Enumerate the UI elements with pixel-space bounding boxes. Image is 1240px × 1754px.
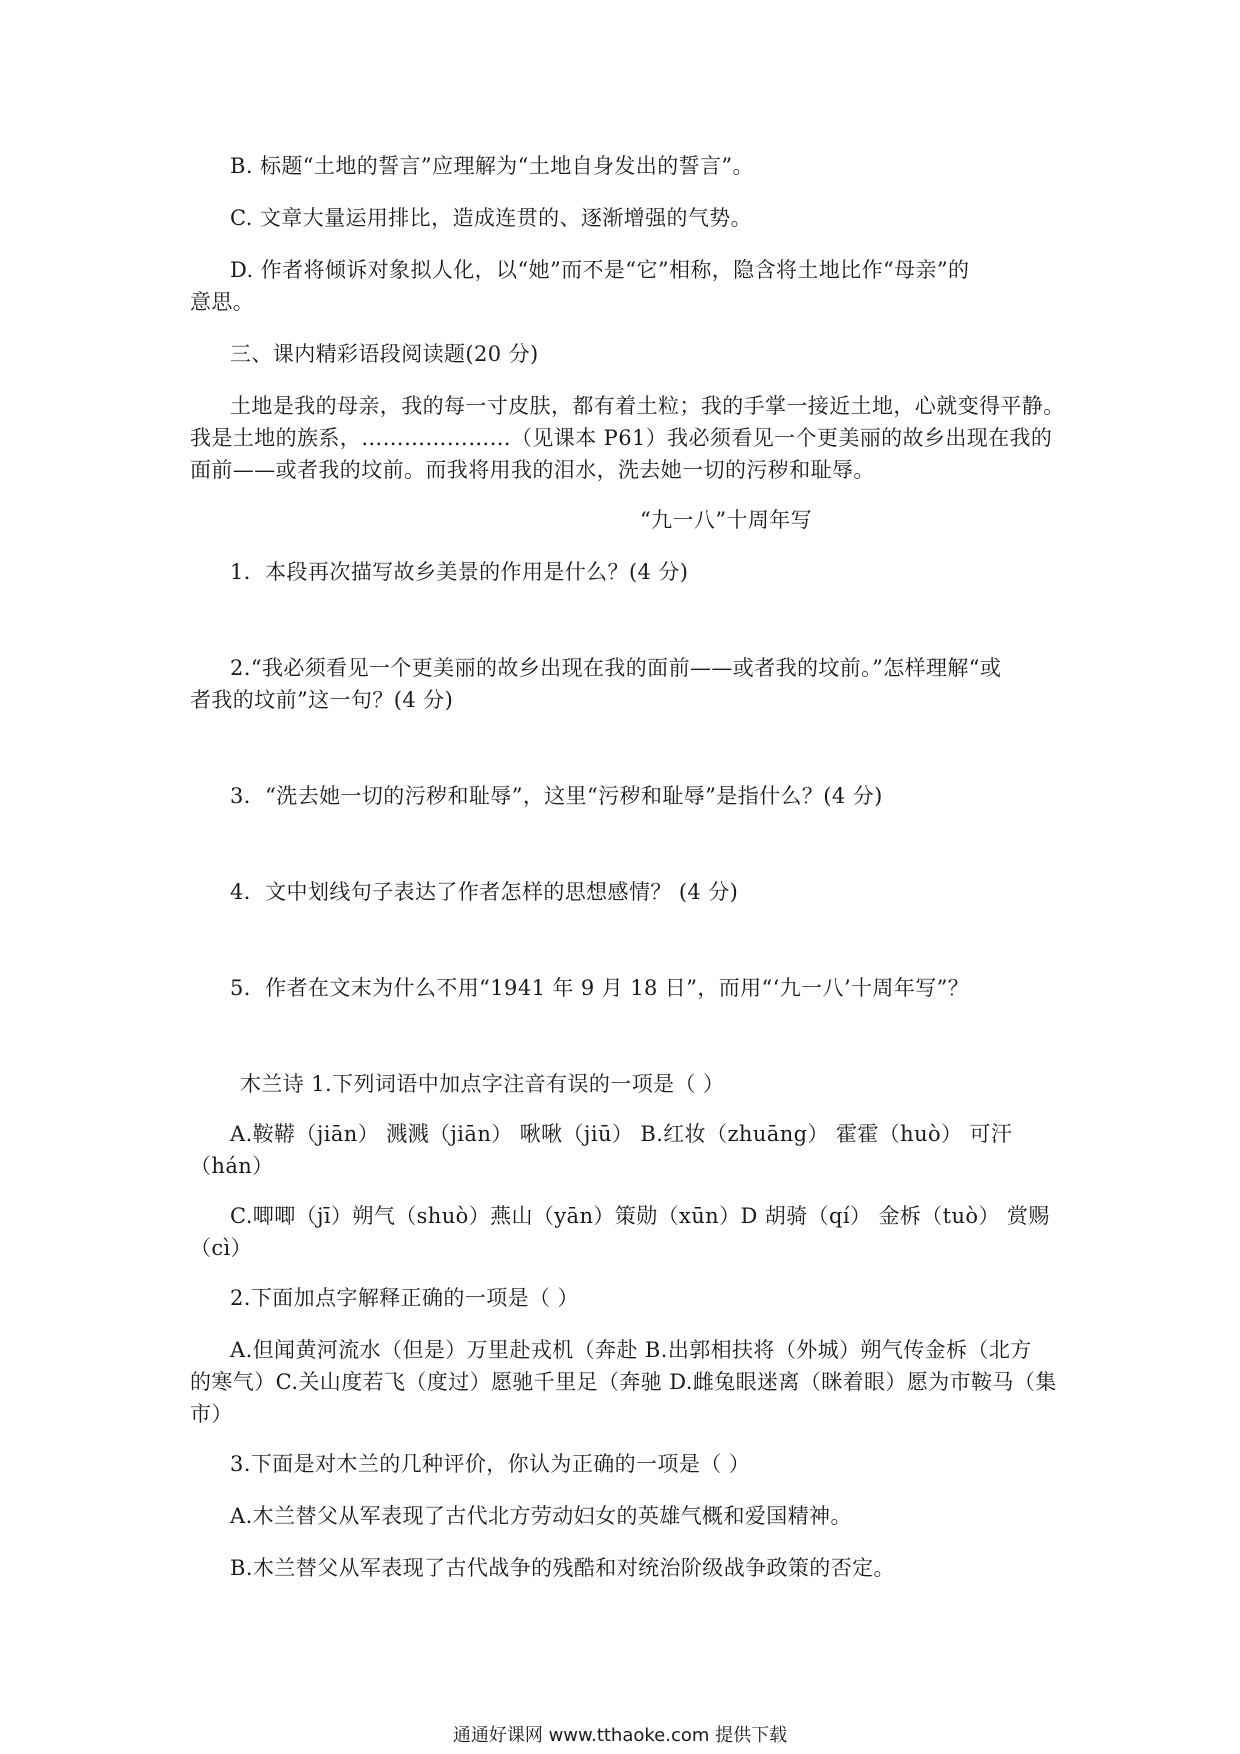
mulan-question-2: 2.下面加点字解释正确的一项是（ ） bbox=[230, 1286, 579, 1310]
option-d: D. 作者将倾诉对象拟人化，以“她”而不是“它”相称，隐含将土地比作“母亲”的 bbox=[230, 258, 970, 282]
mulan-question-3: 3.下面是对木兰的几种评价，你认为正确的一项是（ ） bbox=[230, 1452, 751, 1476]
option-b: B. 标题“土地的誓言”应理解为“土地自身发出的誓言”。 bbox=[230, 154, 754, 178]
mulan-q2-options: A.但闻黄河流水（但是）万里赴戎机（奔赴 B.出郭相扶将（外城）朔气传金柝（北方 bbox=[230, 1338, 1032, 1362]
question-5: 5．作者在文末为什么不用“1941 年 9 月 18 日”，而用“‘九一八’十周年写”？ bbox=[230, 976, 970, 1000]
page-footer: 通通好课网 www.tthaoke.com 提供下载 bbox=[452, 1725, 788, 1746]
question-2: 2.“我必须看见一个更美丽的故乡出现在我的面前——或者我的坟前。”怎样理解“或 bbox=[230, 656, 1002, 680]
mulan-q1-options-cont: （hán） bbox=[190, 1154, 274, 1178]
mulan-q2-options-cont: 市） bbox=[190, 1402, 233, 1426]
question-4: 4．文中划线句子表达了作者怎样的思想感情？ (4 分) bbox=[230, 880, 739, 904]
passage-line: 面前——或者我的坟前。而我将用我的泪水，洗去她一切的污秽和耻辱。 bbox=[190, 458, 875, 482]
mulan-q3-option-b: B.木兰替父从军表现了古代战争的残酷和对统治阶级战争政策的否定。 bbox=[230, 1556, 895, 1580]
mulan-q1-options: C.唧唧（jī）朔气（shuò）燕山（yān）策勋（xūn）D 胡骑（qí） 金柝（tuò） 赏赐 bbox=[230, 1204, 1050, 1228]
mulan-q3-option-a: A.木兰替父从军表现了古代北方劳动妇女的英雄气概和爱国精神。 bbox=[230, 1504, 852, 1528]
question-1: 1．本段再次描写故乡美景的作用是什么？(4 分) bbox=[230, 560, 689, 584]
option-d-cont: 意思。 bbox=[190, 290, 255, 314]
question-3: 3．“洗去她一切的污秽和耻辱”，这里“污秽和耻辱”是指什么？(4 分) bbox=[230, 784, 883, 808]
mulan-q1-options: A.鞍鞯（jiān） 溅溅（jiān） 啾啾（jiū） B.红妆（zhuāng） 霍霍（huò） 可汗 bbox=[230, 1122, 1013, 1146]
mulan-q1-options-cont: （cì） bbox=[190, 1236, 253, 1260]
passage-signature: “九一八”十周年写 bbox=[640, 508, 813, 532]
passage-line: 土地是我的母亲，我的每一寸皮肤，都有着土粒；我的手掌一接近土地，心就变得平静。 bbox=[230, 394, 1065, 418]
question-2-cont: 者我的坟前”这一句？(4 分) bbox=[190, 688, 454, 712]
passage-line: 我是土地的族系，…………………（见课本 P61）我必须看见一个更美丽的故乡出现在我的 bbox=[190, 426, 1053, 450]
mulan-question-1: 木兰诗 1.下列词语中加点字注音有误的一项是（ ） bbox=[240, 1072, 725, 1096]
mulan-q2-options-cont: 的寒气）C.关山度若飞（度过）愿驰千里足（奔驰 D.雌兔眼迷离（眯着眼）愿为市鞍马（集 bbox=[190, 1370, 1057, 1394]
section-heading: 三、课内精彩语段阅读题(20 分) bbox=[230, 342, 539, 366]
option-c: C. 文章大量运用排比，造成连贯的、逐渐增强的气势。 bbox=[230, 206, 753, 230]
